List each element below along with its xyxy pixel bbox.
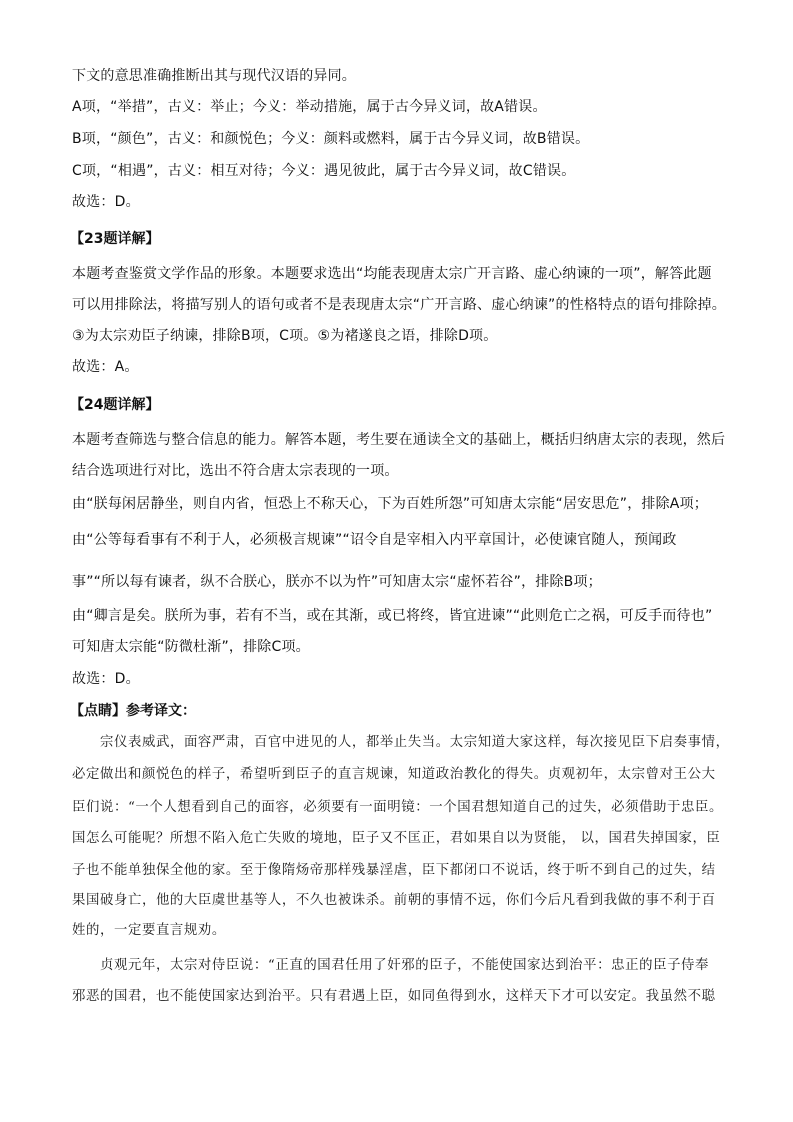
translation-p1-line1: 宗仪表威武，面容严肃，百官中进见的人，都举止失当。太宗知道大家这样，每次接见臣下启奏事情， (100, 735, 730, 750)
section24-line7: 可知唐太宗能“防微杜渐”，排除C项。 (72, 639, 310, 655)
translation-p2-line1: 贞观元年，太宗对侍臣说：“正直的国君任用了奸邪的臣子，不能使国家达到治平：忠正的臣子侍奉 (100, 958, 710, 973)
section24-line3: 由“朕每闲居静坐，则自内省，恒恐上不称天心，下为百姓所怨”可知唐太宗能“居安思危”，排除A项； (72, 496, 708, 512)
section23-line2: 可以用排除法，将描写别人的语句或者不是表现唐太宗“广开言路、虚心纳谏”的性格特点的语句排除掉。 (72, 297, 726, 313)
section24-line4: 由“公等每看事有不利于人，必须极言规谏”“诏令自是宰相入内平章国计，必使谏官随人，预闻政 (72, 532, 677, 548)
commentary-heading: 【点睛】参考译文： (70, 703, 196, 719)
translation-p1-line5: 子也不能单独保全他的家。至于像隋炀帝那样残暴淫虐，臣下都闭口不说话，终于听不到自己的过失，结 (72, 863, 716, 878)
section24-line2: 结合选项进行对比，选出不符合唐太宗表现的一项。 (72, 463, 399, 479)
section24-line5: 事”“所以每有谏者，纵不合朕心，朕亦不以为忤”可知唐太宗“虚怀若谷”，排除B项； (72, 574, 602, 590)
section22-option-c: C项，“相遇”，古义：相互对待；今义：遇见彼此，属于古今异义词，故C错误。 (72, 163, 576, 179)
section22-intro: 下文的意思准确推断出其与现代汉语的异同。 (72, 68, 356, 84)
section22-option-b: B项，“颜色”，古义：和颜悦色；今义：颜料或燃料，属于古今异义词，故B错误。 (72, 131, 590, 147)
section24-heading: 【24题详解】 (70, 397, 160, 413)
section23-line1: 本题考查鉴赏文学作品的形象。本题要求选出“均能表现唐太宗广开言路、虚心纳谏的一项”，解答此题 (72, 266, 712, 282)
section22-answer: 故选：D。 (72, 194, 140, 210)
translation-p1-line4: 国怎么可能呢？所想不陷入危亡失败的境地，臣子又不匡正，君如果自以为贤能， 以，国君失掉国家，臣 (72, 831, 721, 846)
section22-option-a: A项，“举措”，古义：举止；今义：举动措施，属于古今异义词，故A错误。 (72, 99, 547, 115)
translation-p2-line2: 邪恶的国君，也不能使国家达到治平。只有君遇上臣，如同鱼得到水，这样天下才可以安定。我虽然不聪 (72, 989, 716, 1004)
section24-line1: 本题考查筛选与整合信息的能力。解答本题，考生要在通读全文的基础上，概括归纳唐太宗的表现，然后 (72, 432, 726, 448)
section24-line6: 由“卿言是矣。朕所为事，若有不当，或在其渐，或已将终，皆宜进谏”“此则危亡之祸，可反手而待也” (72, 608, 713, 624)
section23-heading: 【23题详解】 (70, 231, 160, 247)
translation-p1-line3: 臣们说：“一个人想看到自己的面容，必须要有一面明镜：一个国君想知道自己的过失，必须借助于忠臣。 (72, 800, 724, 815)
translation-p1-line2: 必定做出和颜悦色的样子，希望听到臣子的直言规谏，知道政治教化的得失。贞观初年，太宗曾对王公大 (72, 767, 716, 782)
section23-answer: 故选：A。 (72, 359, 139, 375)
translation-p1-line7: 姓的，一定要直言规劝。 (72, 923, 226, 938)
section24-answer: 故选：D。 (72, 671, 140, 687)
section23-line3: ③为太宗劝臣子纳谏，排除B项，C项。⑤为褚遂良之语，排除D项。 (72, 328, 498, 344)
translation-p1-line6: 果国破身亡，他的大臣虞世基等人，不久也被诛杀。前朝的事情不远，你们今后凡看到我做的事不利于百 (72, 893, 716, 908)
